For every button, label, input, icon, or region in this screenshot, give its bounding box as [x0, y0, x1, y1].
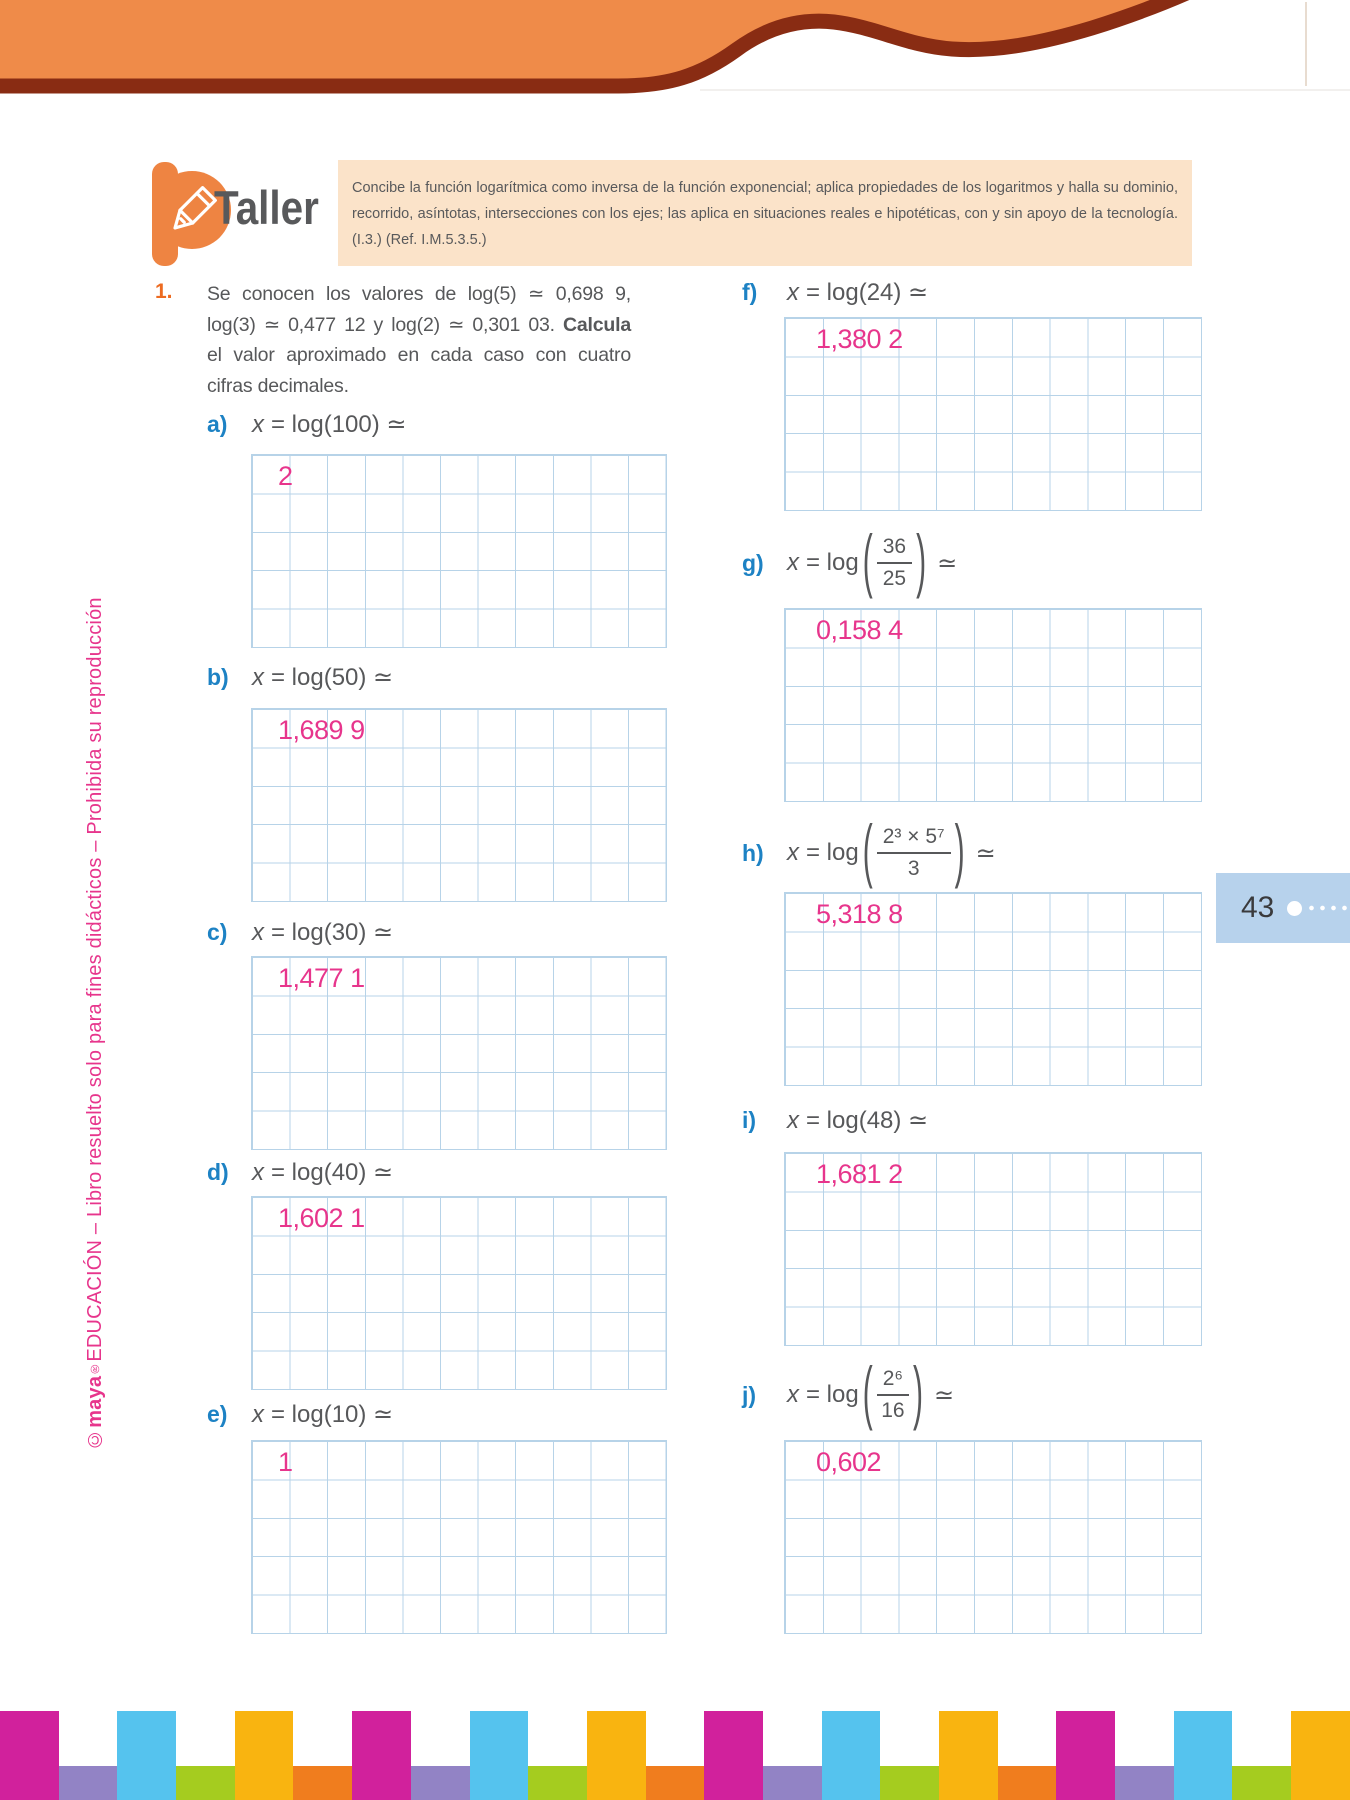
- item-equation: x = log(100) ≃: [252, 411, 407, 438]
- exercise-item-d: [207, 1158, 393, 1187]
- handwritten-answer: 1,689 9: [278, 715, 365, 745]
- exercise-item-a: [207, 410, 407, 439]
- answer-grid: [784, 1440, 1202, 1634]
- dot-icon: [1287, 901, 1302, 916]
- item-equation: x = log(24) ≃: [787, 279, 929, 306]
- item-equation: x = log(30) ≃: [252, 919, 394, 946]
- fraction: $\frac{36}{25}$: [877, 535, 912, 591]
- fraction: $\frac{\text{2⁶}}{16}$: [877, 1367, 909, 1423]
- item-label: a): [207, 411, 228, 437]
- right-paren: ): [954, 813, 965, 891]
- exercise-item-i: [742, 1106, 928, 1135]
- footer-bar: [352, 1711, 411, 1800]
- page-number-tab: [1216, 873, 1350, 943]
- answer-grid: [251, 708, 667, 902]
- item-equation: x = log: [787, 549, 859, 576]
- exercise-item-f: [742, 278, 928, 307]
- item-label: d): [207, 1159, 229, 1185]
- approx-symbol: ≃: [934, 1381, 955, 1409]
- footer-bar: [411, 1766, 470, 1800]
- intro-line: cifras decimales.: [207, 374, 349, 397]
- footer-bar: [763, 1766, 822, 1800]
- right-paren: ): [916, 523, 927, 601]
- item-label: c): [207, 919, 228, 945]
- fraction: $\frac{\text{2³ × 5⁷}}{3}$: [877, 825, 951, 881]
- footer-bar: [1174, 1711, 1233, 1800]
- section-title: Taller: [214, 181, 319, 234]
- footer-bar: [528, 1766, 587, 1800]
- intro-line: log(3) ≃ 0,477 12 y log(2) ≃ 0,301 03. Calcula: [207, 313, 631, 336]
- handwritten-answer: 1,380 2: [816, 324, 903, 354]
- footer-bar: [470, 1711, 529, 1800]
- item-label: i): [742, 1107, 757, 1133]
- footer-bar: [704, 1711, 763, 1800]
- item-equation: x = log(50) ≃: [252, 664, 394, 691]
- handwritten-answer: 2: [278, 461, 293, 491]
- footer-bar: [117, 1711, 176, 1800]
- description-line: recorrido, asíntotas, intersecciones con los ejes; las aplica en situaciones reales e hipotéticas, con y sin apoyo de la tecnología.: [352, 206, 1178, 222]
- item-label: j): [742, 1381, 757, 1408]
- exercise-item-h: [742, 811, 996, 895]
- footer-bar: [235, 1711, 294, 1800]
- footer-bar: [1056, 1711, 1115, 1800]
- footer-bar: [293, 1766, 352, 1800]
- description-line: (I.3.) (Ref. I.M.5.3.5.): [352, 232, 487, 248]
- right-paren: ): [913, 1355, 924, 1433]
- item-label: e): [207, 1401, 228, 1427]
- left-paren: (: [862, 813, 873, 891]
- footer-bar: [0, 1711, 59, 1800]
- answer-grid: [784, 892, 1202, 1086]
- footer-bar: [1291, 1711, 1350, 1800]
- exercise-item-e: [207, 1400, 393, 1429]
- footer-bar: [587, 1711, 646, 1800]
- footer-bar: [998, 1766, 1057, 1800]
- exercise-number: 1.: [155, 280, 173, 303]
- handwritten-answer: 1,477 1: [278, 963, 365, 993]
- handwritten-answer: 1,602 1: [278, 1203, 365, 1233]
- copyright-sidebar: ©maya®EDUCACIÓN – Libro resuelto solo para fines didácticos – Prohibida su reproducción: [84, 597, 106, 1450]
- exercise-item-g: [742, 521, 957, 605]
- footer-bar: [646, 1766, 705, 1800]
- answer-grid: [251, 956, 667, 1150]
- answer-grid: [784, 608, 1202, 802]
- answer-grid: [251, 454, 667, 648]
- page-number: 43: [1241, 891, 1275, 924]
- description-line: Concibe la función logarítmica como inversa de la función exponencial; aplica propiedades de los logaritmos y halla su dominio,: [352, 180, 1178, 196]
- exercise-item-j: [742, 1353, 954, 1437]
- dotted-line: [1306, 904, 1350, 912]
- exercise-item-b: [207, 663, 393, 692]
- left-paren: (: [862, 523, 873, 601]
- footer-color-bars: [0, 1711, 1350, 1800]
- item-equation: x = log: [787, 1381, 859, 1408]
- item-label: g): [742, 549, 764, 576]
- item-label: b): [207, 664, 229, 690]
- answer-grid: [251, 1196, 667, 1390]
- answer-grid: [251, 1440, 667, 1634]
- item-equation: x = log(48) ≃: [787, 1107, 929, 1134]
- footer-bar: [176, 1766, 235, 1800]
- section-description-box: [338, 160, 1192, 266]
- answer-grid: [784, 317, 1202, 511]
- footer-bar: [1115, 1766, 1174, 1800]
- brand-name: maya: [84, 1375, 106, 1428]
- handwritten-answer: 1,681 2: [816, 1159, 903, 1189]
- item-label: f): [742, 279, 758, 305]
- intro-line: Se conocen los valores de log(5) ≃ 0,698 9,: [207, 283, 631, 305]
- handwritten-answer: 5,318 8: [816, 899, 903, 929]
- handwritten-answer: 0,602: [816, 1447, 882, 1477]
- approx-symbol: ≃: [975, 839, 996, 867]
- approx-symbol: ≃: [937, 549, 958, 577]
- answer-grid: [784, 1152, 1202, 1346]
- footer-bar: [1232, 1766, 1291, 1800]
- footer-bar: [822, 1711, 881, 1800]
- item-equation: x = log(10) ≃: [252, 1401, 394, 1428]
- exercise-intro: [207, 279, 631, 401]
- footer-bar: [59, 1766, 118, 1800]
- item-label: h): [742, 839, 764, 866]
- top-banner-wave: [0, 0, 1350, 120]
- footer-bar: [939, 1711, 998, 1800]
- item-equation: x = log(40) ≃: [252, 1159, 394, 1186]
- handwritten-answer: 0,158 4: [816, 615, 903, 645]
- footer-bar: [880, 1766, 939, 1800]
- left-paren: (: [862, 1355, 873, 1433]
- handwritten-answer: 1: [278, 1447, 293, 1477]
- intro-line: el valor aproximado en cada caso con cuatro: [207, 344, 631, 366]
- item-equation: x = log: [787, 839, 859, 866]
- exercise-item-c: [207, 918, 393, 947]
